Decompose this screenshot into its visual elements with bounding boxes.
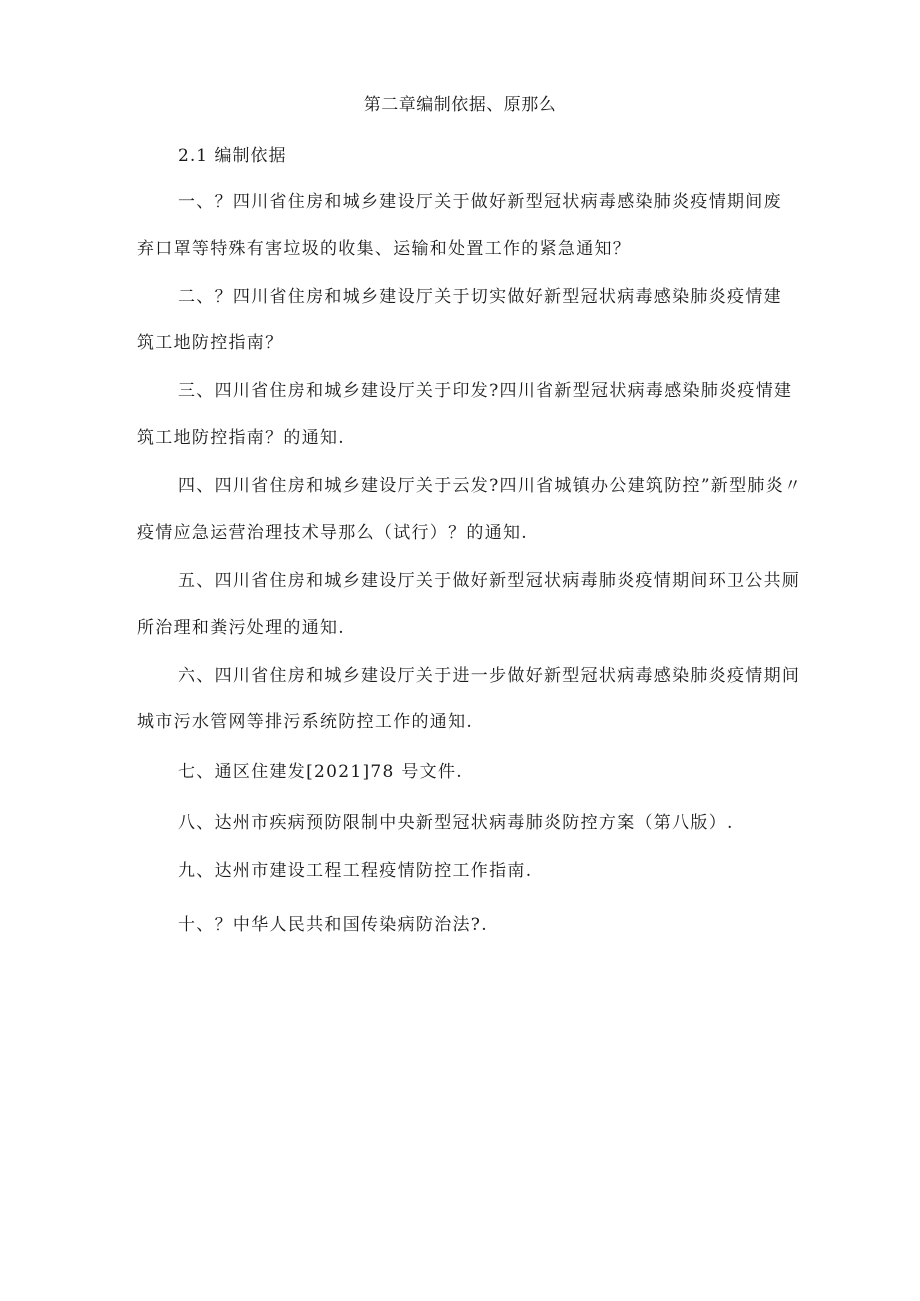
basis-item-4-line-2: 疫情应急运营治理技术导那么（试行）？的通知. (137, 523, 529, 543)
section-heading: 2.1 编制依据 (178, 146, 287, 166)
basis-item-3-line-2: 筑工地防控指南？的通知. (137, 428, 346, 448)
basis-item-10: 十、？中华人民共和国传染病防治法?. (178, 915, 488, 935)
basis-item-8: 八、达州市疾病预防限制中央新型冠状病毒肺炎防控方案（第八版）. (178, 813, 734, 833)
basis-item-7: 七、通区住建发[2021]78 号文件. (178, 762, 463, 782)
basis-item-2-line-2: 筑工地防控指南？ (137, 333, 284, 353)
basis-item-6-line-1: 六、四川省住房和城乡建设厅关于进一步做好新型冠状病毒感染肺炎疫情期间 (178, 666, 801, 686)
basis-item-4-line-1: 四、四川省住房和城乡建设厅关于云发?四川省城镇办公建筑防控”新型肺炎〃 (178, 476, 803, 496)
basis-item-6-line-2: 城市污水管网等排污系统防控工作的通知. (137, 712, 474, 732)
chapter-title: 第二章编制依据、原那么 (363, 95, 557, 115)
basis-item-1-line-1: 一、？四川省住房和城乡建设厅关于做好新型冠状病毒感染肺炎疫情期间废 (178, 192, 782, 212)
basis-item-5-line-2: 所治理和粪污处理的通知. (137, 618, 346, 638)
basis-item-2-line-1: 二、？四川省住房和城乡建设厅关于切实做好新型冠状病毒感染肺炎疫情建 (178, 287, 782, 307)
basis-item-3-line-1: 三、四川省住房和城乡建设厅关于印发?四川省新型冠状病毒感染肺炎疫情建 (178, 381, 793, 401)
basis-item-1-line-2: 弃口罩等特殊有害垃圾的收集、运输和处置工作的紧急通知？ (137, 239, 632, 259)
basis-item-5-line-1: 五、四川省住房和城乡建设厅关于做好新型冠状病毒肺炎疫情期间环卫公共厕 (178, 571, 801, 591)
basis-item-9: 九、达州市建设工程工程疫情防控工作指南. (178, 861, 533, 881)
